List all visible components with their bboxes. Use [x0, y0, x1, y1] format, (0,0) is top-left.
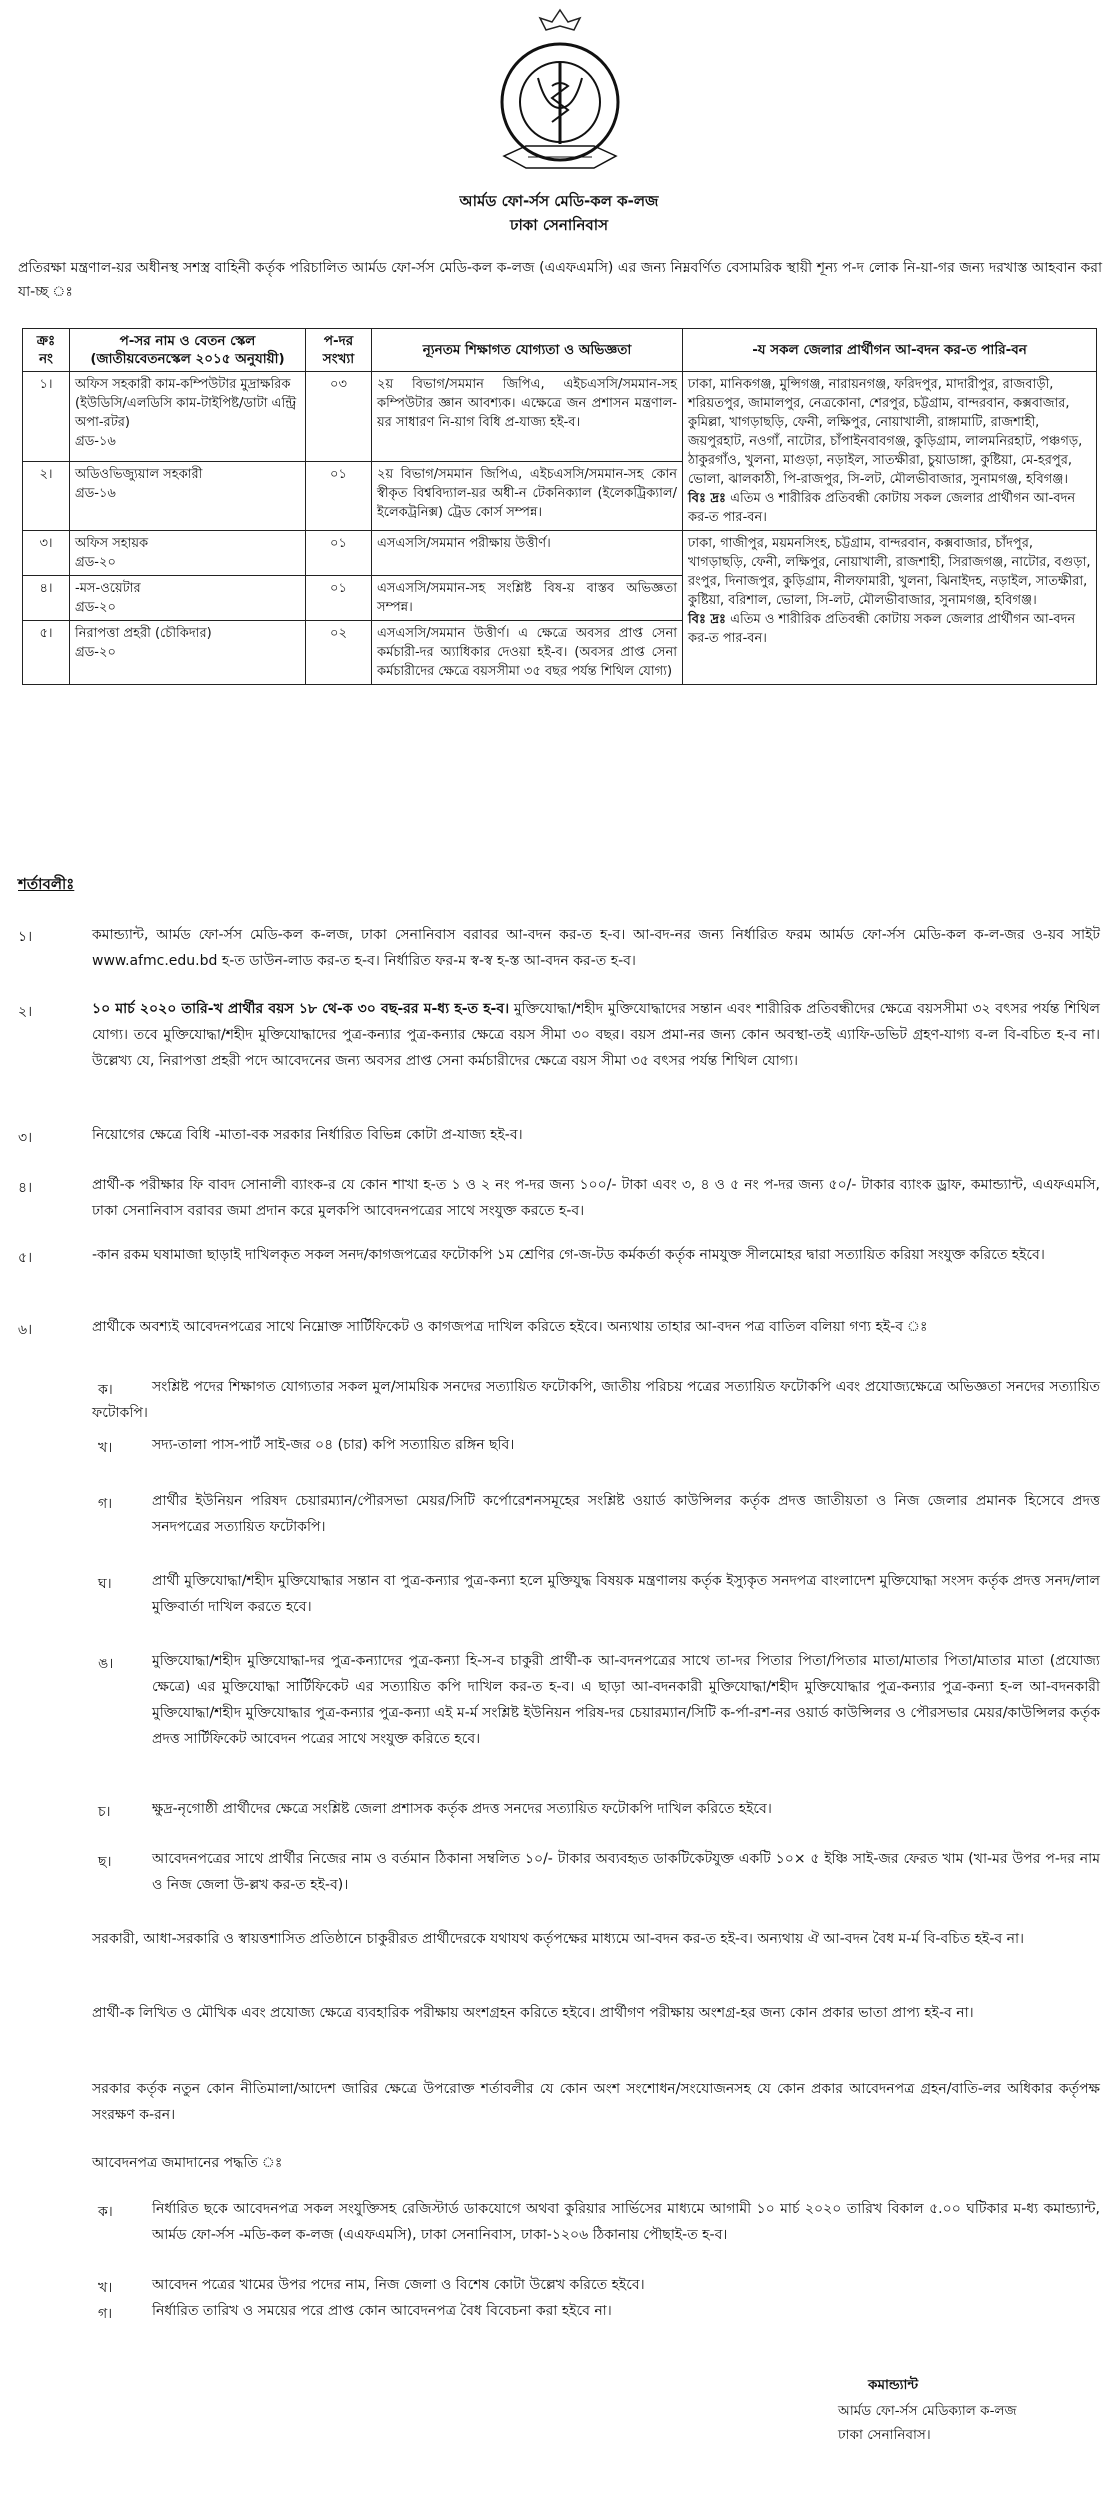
intro-paragraph: প্রতিরক্ষা মন্ত্রণাল-য়র অধীনস্থ সশস্ত্র বাহিনী কর্তৃক পরিচালিত আর্মড ফো-র্সস মেডি-কল ক-লজ (এএফএমসি) এর জন্য নিম্নবর্ণিত বেসামরিক স্থায়ী শূন্য প-দ লোক নি-য়া-গর জন্য দরখাস্ত আহবান করা যা-চ্ছ ঃ: [18, 260, 1102, 300]
col-header-serial: ক্রঃ নং: [23, 329, 70, 372]
row-post-name: [70, 621, 306, 685]
sub-item-number: খ।: [98, 2280, 113, 2296]
condition-6: প্রার্থীকে অবশ্যই আবেদনপত্রের সাথে নিম্নোক্ত সার্টিফিকেট ও কাগজপত্র দাখিল করিতে হইবে। অন্যথায় তাহার আ-বদন পত্র বাতিল বলিয়া গণ্য হই-ব ঃ: [92, 1319, 928, 1335]
sub-item-uma: মুক্তিযোদ্ধা/শহীদ মুক্তিযোদ্ধা-দর পুত্র-কন্যাদের পুত্র-কন্যা হি-স-ব চাকুরী প্রার্থী-ক আ-বদনপত্রের সাথে তা-দর পিতার পিতা/পিতার মাতা/মাতার পিতা/মাতার মাতা (প্রযোজ্য ক্ষেত্রে) এর মুক্তিযোদ্ধা সার্টিফিকেট এর সত্যায়িত কপি দাখিল কর-ত হ-ব। এ ছাড়া আ-বদনকারী মুক্তিযোদ্ধা/শহীদ মুক্তিযোদ্ধার পুত্র-কন্যার পুত্র-কন্যা হ-ল আ-বদনকারী মুক্তিযোদ্ধা/শহীদ মুক্তিযোদ্ধার পুত্র-কন্যার পুত্র-কন্যা এই ম-র্ম সংশ্লিষ্ট ইউনিয়ন পরিষ-দর চেয়ারম্যান/সিটি ক-র্পা-রশ-নর ওয়ার্ড কাউন্সিলর ও পৌরসভার মেয়র/কাউন্সিলর কর্তৃক প্রদত্ত সার্টিফিকেট আবেদন পত্রের সাথে সংযুক্ত করিতে হবে।: [152, 1653, 1100, 1747]
table-header-row: [23, 329, 1097, 372]
post-grade: গ্রড-১৬: [75, 434, 116, 449]
condition-number: ১।: [18, 929, 33, 945]
sub-item-number: গ।: [98, 2306, 113, 2322]
signature-line-1: আর্মড ফো-র্সস মেডিক্যাল ক-লজ: [838, 2403, 1017, 2419]
post-title: অডিওভিজ্যুয়াল সহকারী: [75, 466, 203, 482]
row-count: ০১: [306, 461, 372, 530]
age-limit-text: ১০ মার্চ ২০২০ তারি-খ প্রার্থীর বয়স ১৮ থে-ক ৩০ বছ-রর ম-ধ্য হ-ত হ-ব।: [92, 1001, 510, 1017]
submission-step-1: নির্ধারিত ছকে আবেদনপত্র সকল সংযুক্তিসহ রেজিস্টার্ড ডাকযোগে অথবা কুরিয়ার সার্ভিসের মাধ্যমে আগামী ১০ মার্চ ২০২০ তারিখ বিকাল ৫.০০ ঘটিকার ম-ধ্য কমান্ড্যান্ট, আর্মড ফো-র্সস -মডি-কল ক-লজ (এএফএমসি), ঢাকা সেনানিবাস, ঢাকা-১২০৬ ঠিকানায় পৌছাই-ত হ-ব।: [152, 2201, 1100, 2243]
condition-1: কমান্ড্যান্ট, আর্মড ফো-র্সস মেডি-কল ক-লজ, ঢাকা সেনানিবাস বরাবর আ-বদন কর-ত হ-ব। আ-বদ-নর জন্য নির্ধারিত ফরম আর্মড ফো-র্সস মেডি-কল ক-ল-জর ও-য়ব সাইট www.afmc.edu.bd হ-ত ডাউন-লাড কর-ত হ-ব। নির্ধারিত ফর-ম স্ব-স্ব হ-স্ত আ-বদন কর-ত হ-ব।: [92, 927, 1100, 969]
sub-item-number: চ।: [98, 1804, 111, 1820]
row-qualification: এসএসসি/সমমান পরীক্ষায় উত্তীর্ণ।: [372, 531, 683, 576]
condition-3: নিয়োগের ক্ষেত্রে বিধি -মাতা-বক সরকার নির্ধারিত বিভিন্ন কোটা প্র-যাজ্য হই-ব।: [92, 1127, 523, 1143]
sub-item-cha: ক্ষুদ্র-নৃগোষ্ঠী প্রার্থীদের ক্ষেত্রে সংশ্লিষ্ট জেলা প্রশাসক কর্তৃক প্রদত্ত সনদের সত্যায়িত ফটোকপি দাখিল করিতে হইবে।: [152, 1801, 772, 1817]
sub-item-gha: প্রার্থী মুক্তিযোদ্ধা/শহীদ মুক্তিযোদ্ধার সন্তান বা পুত্র-কন্যার পুত্র-কন্যা হলে মুক্তিযুদ্ধ বিষয়ক মন্ত্রণালয় কর্তৃক ইস্যুকৃত সনদপত্র বাংলাদেশ মুক্তিযোদ্ধা সংসদ কর্তৃক প্রদত্ত সনদ/লাল মুক্তিবার্তা দাখিল করতে হবে।: [152, 1573, 1100, 1615]
sub-item-number: ঘ।: [98, 1576, 112, 1592]
row-serial: ৫।: [23, 621, 70, 685]
post-title: নিরাপত্তা প্রহরী (চৌকিদার): [75, 626, 212, 641]
post-grade: গ্রড-২০: [75, 555, 116, 570]
row-serial: ৪।: [23, 576, 70, 621]
condition-4: প্রার্থী-ক পরীক্ষার ফি বাবদ সোনালী ব্যাংক-র যে কোন শাখা হ-ত ১ ও ২ নং প-দর জন্য ১০০/- টাকা এবং ৩, ৪ ও ৫ নং প-দর জন্য ৫০/- টাকার ব্যাংক ড্রাফ, কমান্ড্যান্ট, এএফএমসি, ঢাকা সেনানিবাস বরাবর জমা প্রদান করে মুলকপি আবেদনপত্রের সাথে সংযুক্ত করতে হ-ব।: [92, 1177, 1100, 1219]
row-post-name: [70, 576, 306, 621]
post-grade: গ্রড-২০: [75, 600, 116, 615]
sub-item-number: ছ।: [98, 1854, 112, 1870]
row-qualification: ২য় বিভাগ/সমমান জিপিএ, এইচএসসি/সমমান-সহ কোন স্বীকৃত বিশ্ববিদ্যাল-য়র অধী-ন টেকনিক্যাল (ইলেকট্রিক্যাল/ইলেকট্রনিক্স) ট্রেড কোর্স সম্পন্ন।: [372, 461, 683, 530]
note-text: এতিম ও শারীরিক প্রতিবন্ধী কোটায় সকল জেলার প্রার্থীগন আ-বদন কর-ত পার-বন।: [688, 491, 1076, 525]
row-serial: ১।: [23, 372, 70, 462]
districts-list: ঢাকা, গাজীপুর, ময়মনসিংহ, চট্টগ্রাম, বান্দরবান, কক্সবাজার, চাঁদপুর, খাগড়াছড়ি, ফেনী, লক্ষিপুর, নোয়াখালী, রাজশাহী, সিরাজগঞ্জ, নাটোর, বগুড়া, রংপুর, দিনাজপুর, কুড়িগ্রাম, নীলফামারী, খুলনা, ঝিনাইদহ, নড়াইল, সাতক্ষীরা, কুষ্টিয়া, বরিশাল, ভোলা, সি-লট, মৌলভীবাজার, সুনামগঞ্জ, হবিগঞ্জ।: [688, 536, 1091, 608]
condition-number: ৪।: [18, 1180, 33, 1196]
condition-number: ৩।: [18, 1130, 33, 1146]
note-label: বিঃ দ্রঃ: [688, 491, 726, 506]
signature-title: কমান্ড্যান্ট: [868, 2377, 919, 2393]
submission-step-3: নির্ধারিত তারিখ ও সময়ের পরে প্রাপ্ত কোন আবেদনপত্র বৈধ বিবেচনা করা হইবে না।: [152, 2303, 612, 2319]
condition-govt-employees: সরকারী, আধা-সরকারি ও স্বায়ত্তশাসিত প্রতিষ্ঠানে চাকুরীরত প্রার্থীদেরকে যথাযথ কর্তৃপক্ষের মাধ্যমে আ-বদন কর-ত হই-ব। অন্যথায় ঐ আ-বদন বৈধ ম-র্ম বি-বচিত হই-ব না।: [92, 1931, 1025, 1947]
col-header-post-name: প-সর নাম ও বেতন স্কেল (জাতীয়বেতনস্কেল ২০১৫ অনুযায়ী): [70, 329, 306, 372]
conditions-title: শর্তাবলীঃ: [18, 875, 75, 893]
note-label: বিঃ দ্রঃ: [688, 612, 726, 627]
table-row: [23, 372, 1097, 462]
row-count: ০৩: [306, 372, 372, 462]
row-post-name: [70, 531, 306, 576]
vacancy-table: [22, 328, 1097, 685]
college-location: ঢাকা সেনানিবাস: [509, 216, 609, 234]
col-header-districts: -য সকল জেলার প্রার্থীগন আ-বদন কর-ত পারি-বন: [683, 329, 1097, 372]
post-grade: গ্রড-১৬: [75, 485, 116, 501]
sub-item-number: ক।: [98, 1382, 113, 1398]
sub-item-kha: সদ্য-তালা পাস-পার্ট সাই-জর ০৪ (চার) কপি সত্যায়িত রঙ্গিন ছবি।: [152, 1437, 515, 1453]
condition-2: [92, 996, 1100, 1074]
sub-item-ga: প্রার্থীর ইউনিয়ন পরিষদ চেয়ারম্যান/পৌরসভা মেয়র/সিটি কর্পোরেশনসমূহের সংশ্লিষ্ট ওয়ার্ড কাউন্সিলর কর্তৃক প্রদত্ত জাতীয়তা ও নিজ জেলার প্রমানক হিসেবে প্রদত্ত সনদপত্রের সত্যায়িত ফটোকপি।: [152, 1493, 1100, 1535]
districts-group-b: [683, 531, 1097, 685]
condition-number: ৬।: [18, 1322, 33, 1338]
condition-5: -কান রকম ঘষামাজা ছাড়াই দাখিলকৃত সকল সনদ/কাগজপত্রের ফটোকপি ১ম শ্রেণির গে-জ-টড কর্মকর্তা কর্তৃক নামযুক্ত সীলমোহর দ্বারা সত্যায়িত করিয়া সংযুক্ত করিতে হইবে।: [92, 1247, 1045, 1263]
table-row: [23, 531, 1097, 576]
row-count: ০১: [306, 531, 372, 576]
submission-method-title: আবেদনপত্র জমাদানের পদ্ধতি ঃ: [92, 2155, 283, 2171]
row-count: ০২: [306, 621, 372, 685]
row-qualification: এসএসসি/সমমান-সহ সংশ্লিষ্ট বিষ-য় বাস্তব অভিজ্ঞতা সম্পন্ন।: [372, 576, 683, 621]
districts-group-a: [683, 372, 1097, 531]
row-post-name: [70, 461, 306, 530]
post-title: -মস-ওয়েটার: [75, 581, 141, 596]
condition-exam-participation: প্রার্থী-ক লিখিত ও মৌখিক এবং প্রযোজ্য ক্ষেত্রে ব্যবহারিক পরীক্ষায় অংশগ্রহন করিতে হইবে। প্রার্থীগণ পরীক্ষায় অংশগ্র-হর জন্য কোন প্রকার ভাতা প্রাপ্য হই-ব না।: [92, 2005, 974, 2021]
col-header-qualification: ন্যূনতম শিক্ষাগত যোগ্যতা ও অভিজ্ঞতা: [372, 329, 683, 372]
row-serial: ৩।: [23, 531, 70, 576]
post-title: অফিস সহকারী কাম-কম্পিউটার মুদ্রাক্ষরিক (ইউডিসি/এলডিসি কাম-টাইপিষ্ট/ডাটা এন্ট্রি অপা-রটর): [75, 377, 297, 430]
submission-step-2: আবেদন পত্রের খামের উপর পদের নাম, নিজ জেলা ও বিশেষ কোটা উল্লেখ করিতে হইবে।: [152, 2277, 645, 2293]
condition-authority-rights: সরকার কর্তৃক নতুন কোন নীতিমালা/আদেশ জারির ক্ষেত্রে উপরোক্ত শর্তাবলীর যে কোন অংশ সংশোধন/সংযোজনসহ যে কোন প্রকার আবেদনপত্র গ্রহন/বাতি-লর অধিকার কর্তৃপক্ষ সংরক্ষণ ক-রন।: [92, 2081, 1100, 2123]
age-relaxation-text: মুক্তিযোদ্ধা/শহীদ মুক্তিযোদ্ধাদের সন্তান এবং শারীরিক প্রতিবন্ধীদের ক্ষেত্রে বয়সসীমা ৩২ বৎসর পর্যন্ত শিথিল যোগ্য। তবে মুক্তিযোদ্ধা/শহীদ মুক্তিযোদ্ধাদের পুত্র-কন্যার পুত্র-কন্যার ক্ষেত্রে বয়স সীমা ৩০ বছর। বয়স প্রমা-নর জন্য কোন অবস্থা-তই এ্যাফি-ডভিট গ্রহণ-যাগ্য ব-ল বি-বচিত হ-ব না। উল্লেখ্য যে, নিরাপত্তা প্রহরী পদে আবেদনের জন্য অবসর প্রাপ্ত সেনা কর্মচারীদের ক্ষেত্রে বয়স সীমা ৩৫ বৎসর পর্যন্ত শিথিল যোগ্য।: [92, 1001, 1100, 1069]
college-emblem-logo: [498, 6, 622, 184]
sub-item-number: ঙ।: [98, 1656, 114, 1672]
districts-list: ঢাকা, মানিকগঞ্জ, মুন্সিগঞ্জ, নারায়নগঞ্জ, ফরিদপুর, মাদারীপুর, রাজবাড়ী, শরিয়তপুর, জামালপুর, নেত্রকোনা, শেরপুর, চট্টগ্রাম, বান্দরবান, কক্সবাজার, কুমিল্লা, খাগড়াছড়ি, ফেনী, লক্ষিপুর, নোয়াখালী, রাঙ্গামাটি, রাজশাহী, জয়পুরহাট, নওগাঁ, নাটোর, চাঁপাইনবাবগঞ্জ, কুড়িগ্রাম, লালমনিরহাট, পঞ্চগড়, ঠাকুরগাঁও, খুলনা, মাগুড়া, নড়াইল, সাতক্ষীরা, চুয়াডাঙ্গা, কুষ্টিয়া, মে-হরপুর, ভোলা, ঝালকাঠী, পি-রাজপুর, সি-লট, মৌলভীবাজার, সুনামগঞ্জ, হবিগঞ্জ।: [688, 377, 1083, 487]
col-header-count: প-দর সংখ্যা: [306, 329, 372, 372]
row-qualification: ২য় বিভাগ/সমমান জিপিএ, এইচএসসি/সমমান-সহ কম্পিউটার জ্ঞান আবশ্যক। এক্ষেত্রে জন প্রশাসন মন্ত্রণাল-য়র সাধারণ নি-য়াগ বিধি প্র-যাজ্য হই-ব।: [372, 372, 683, 462]
row-count: ০১: [306, 576, 372, 621]
condition-number: ২।: [18, 1004, 33, 1020]
sub-item-number: গ।: [98, 1496, 113, 1512]
sub-item-number: ক।: [98, 2204, 113, 2220]
row-post-name: [70, 372, 306, 462]
note-text: এতিম ও শারীরিক প্রতিবন্ধী কোটায় সকল জেলার প্রার্থীগন আ-বদন কর-ত পার-বন।: [688, 612, 1076, 646]
row-serial: ২।: [23, 461, 70, 530]
college-name: আর্মড ফো-র্সস মেডি-কল ক-লজ: [459, 192, 659, 210]
sub-item-ka: সংশ্লিষ্ট পদের শিক্ষাগত যোগ্যতার সকল মুল/সাময়িক সনদের সত্যায়িত ফটোকপি, জাতীয় পরিচয় পত্রের সত্যায়িত ফটোকপি এবং প্রযোজ্যক্ষেত্রে অভিজ্ঞতা সনদের সত্যায়িত ফটোকপি।: [92, 1379, 1100, 1421]
condition-number: ৫।: [18, 1250, 33, 1266]
signature-line-2: ঢাকা সেনানিবাস।: [838, 2427, 931, 2443]
post-title: অফিস সহায়ক: [75, 536, 149, 551]
sub-item-chha: আবেদনপত্রের সাথে প্রার্থীর নিজের নাম ও বর্তমান ঠিকানা সম্বলিত ১০/- টাকার অব্যবহৃত ডাকটিকেটযুক্ত একটি ১০× ৫ ইঞ্চি সাই-জর ফেরত খাম (খা-মর উপর প-দর নাম ও নিজ জেলা উ-ল্লখ কর-ত হই-ব)।: [152, 1851, 1100, 1893]
row-qualification: এসএসসি/সমমান উত্তীর্ণ। এ ক্ষেত্রে অবসর প্রাপ্ত সেনা কর্মচারী-দর অ্যাধিকার দেওয়া হই-ব। (অবসর প্রাপ্ত সেনা কর্মচারীদের ক্ষেত্রে বয়সসীমা ৩৫ বছর পর্যন্ত শিথিল যোগ্য): [372, 621, 683, 685]
sub-item-number: খ।: [98, 1440, 113, 1456]
post-grade: গ্রড-২০: [75, 645, 116, 660]
